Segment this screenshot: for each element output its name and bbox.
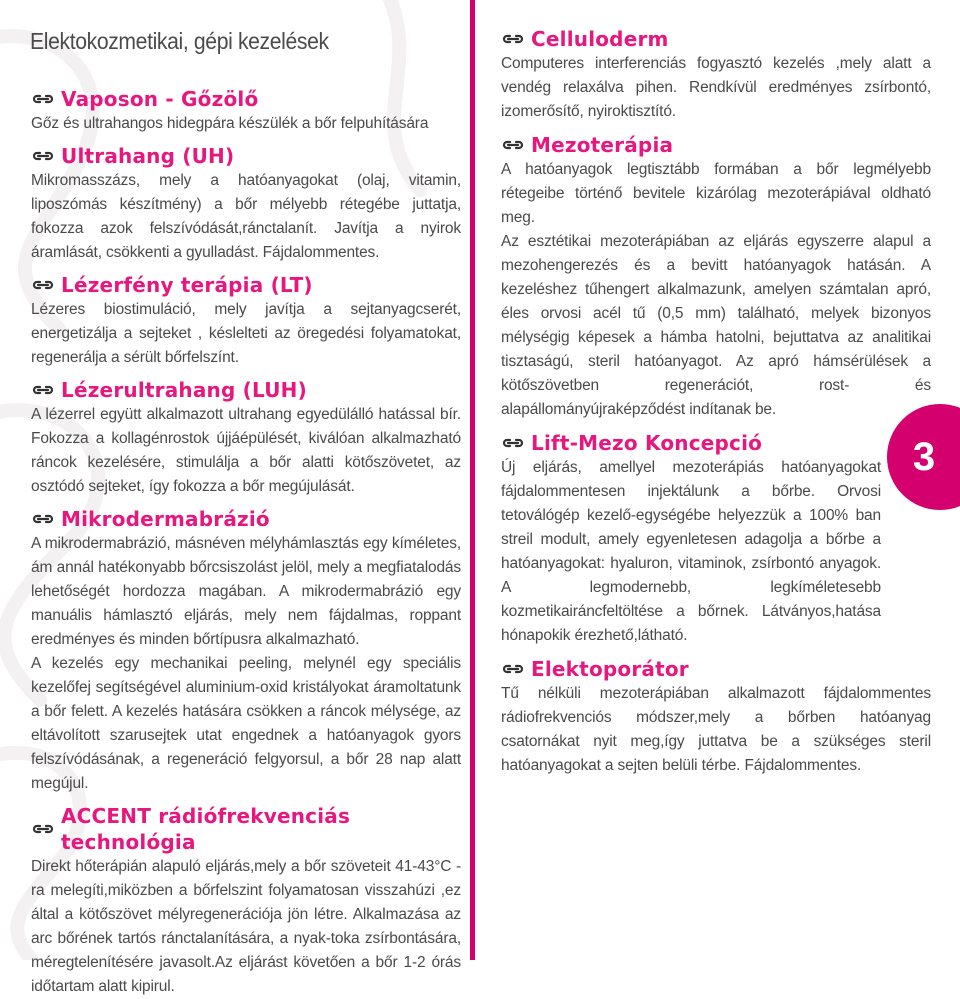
chain-link-icon [31,382,55,398]
section-heading-text: Celluloderm [531,27,669,51]
section-paragraph: Lézeres biostimuláció, mely javítja a sejtanyagcserét, energetizálja a sejteket , késlelteti az öregedési folyamatokat, regenerálja a sérült bőrfelszínt. [31,301,461,366]
section-ultrahang [31,143,461,265]
section-heading [501,656,931,682]
section-heading-text: Ultrahang (UH) [61,144,235,168]
section-paragraph: Computeres interferenciás fogyasztó kezelés ,mely alatt a vendég relaxálva pihen. Rendkívül eredményes zsírbontó, izomerősítő, nyiroktisztító. [501,55,931,120]
section-paragraph: A lézerrel együtt alkalmazott ultrahang egyedülálló hatással bír. Fokozza a kollagénrostok újjáépülését, kiválóan alkalmazható ráncok kezelésére, stimulálja a bőr alatti kötőszövetet, az osztódó sejteket, így fokozza a bőr megújulását. [31,406,461,495]
section-heading-text: ACCENT rádiófrekvenciás technológia [61,804,351,854]
section-heading-text: Mikrodermabrázió [61,507,270,531]
section-paragraph: A hatóanyagok legtisztább formában a bőr legmélyebb rétegeibe történő bevitele kizárólag mezoterápiával oldható meg. [501,161,931,226]
page-title: Elektokozmetikai, gépi kezelések [30,28,329,54]
section-vaposon [31,86,461,136]
chain-link-icon [31,511,55,527]
section-paragraph: Az esztétikai mezoterápiában az eljárás egyszerre alapul a mezohengerezés és a bevitt hatóanyagok hatásán. A kezeléshez tűhengert alkalmazunk, amelyen számtalan apró, éles orvosi acél tű (0,5 mm) található, melyek bizonyos mélységig képesek a hámba hatolni, bejuttatva az analitikai tisztaságú, steril hatóanyagot. Az apró hámsérülések a kötőszövetben regenerációt, rost- és alapállományújraképződést indítanak be. [501,233,931,418]
section-heading [31,803,461,855]
section-heading [501,26,931,52]
section-paragraph: Tű nélküli mezoterápiában alkalmazott fájdalommentes rádiofrekvenciós módszer,mely a bőrben hatóanyag csatornákat nyit meg,így juttatva be a szükséges steril hatóanyagokat a sejten belüli térbe. Fájdalommentes. [501,685,931,774]
chain-link-icon [31,821,55,837]
section-paragraph: A kezelés egy mechanikai peeling, melynél egy speciális kezelőfej segítségével aluminium-oxid kristályokat áramoltatunk a bőr felett. A kezelés hatására csökken a ráncok mélysége, az eltávolított szarusejtek utat engednek a hatóanyagok gyors felszívódásának, a regeneráció felgyorsul, a bőr 28 nap alatt megújul. [31,655,461,792]
chain-link-icon [501,435,525,451]
section-paragraph: Új eljárás, amellyel mezoterápiás hatóanyagokat fájdalommentesen injektálunk a bőrbe. Orvosi tetoválógép kezelő-egységébe helyezzük a 100% ban streil modult, amely egyenletesen adagolja a bőrbe a hatóanyagokat: hyaluron, vitaminok, zsírbontó anyagok. A legmodernebb, legkíméletesebb kozmetikairáncfeltöltése a bőrnek. Látványos,hatása hónapokik érezhető,látható. [501,459,881,644]
section-mezoterapia [501,132,931,422]
page-number-badge [887,404,960,510]
chain-link-icon [501,31,525,47]
section-heading [501,132,931,158]
section-heading-text: Mezoterápia [531,133,674,157]
section-heading [31,272,461,298]
section-heading-text: Lift-Mezo Koncepció [531,431,763,455]
section-heading [31,143,461,169]
section-heading-text: Vaposon - Gőzölő [61,87,259,111]
chain-link-icon [31,91,55,107]
chain-link-icon [31,277,55,293]
section-heading-text: Lézerfény terápia (LT) [61,273,313,297]
chain-link-icon [501,137,525,153]
section-lezerfeny [31,272,461,370]
section-lezerultrahang [31,377,461,499]
section-accent [31,803,461,999]
pink-divider-bar [470,0,475,960]
section-paragraph: A mikrodermabrázió, másnéven mélyhámlasztás egy kíméletes, ám annál hatékonyabb bőrcsiszolást jelöl, mely a megfiatalodás lehetőségét hordozza magában. A mikrodermabrázió egy manuális hámlasztó eljárás, mely nem fájdalmas, roppant eredményes és minden bőrtípusra alkalmazható. [31,535,461,648]
section-heading [31,506,461,532]
section-heading-text: Elektoporátor [531,657,689,681]
right-column [501,26,931,778]
section-paragraph: Mikromasszázs, mely a hatóanyagokat (olaj, vitamin, liposzómás készítmény) a bőr mélyebb rétegébe juttatja, fokozza azok felszívódását,ránctalanít. Javítja a nyirok áramlását, csökkenti a gyulladást. Fájdalommentes. [31,172,461,261]
section-heading-text: Lézerultrahang (LUH) [61,378,307,402]
section-heading [31,377,461,403]
section-mikrodermabrazio [31,506,461,796]
section-lift-mezo [501,430,931,648]
section-heading [31,86,461,112]
section-paragraph: Gőz és ultrahangos hidegpára készülék a bőr felpuhítására [31,115,429,132]
chain-link-icon [501,661,525,677]
section-heading [501,430,931,456]
page-number: 3 [912,434,936,479]
left-column [31,86,461,999]
chain-link-icon [31,148,55,164]
section-celluloderm [501,26,931,124]
section-paragraph: Direkt hőterápián alapuló eljárás,mely a bőr szöveteit 41-43°C -ra melegíti,miközben a bőrfelszint folyamatosan visszahúzi ,ez által a kötőszövet mélyregenerációja jön létre. Alkalmazása az arc bőrének tartós ránctalanítására, a nyak-toka zsírbontására, méregtelenítésére javasolt.Az eljárást követően a bőr 1-2 órás időtartam alatt kipirul. [31,858,461,995]
section-elektoporator [501,656,931,778]
